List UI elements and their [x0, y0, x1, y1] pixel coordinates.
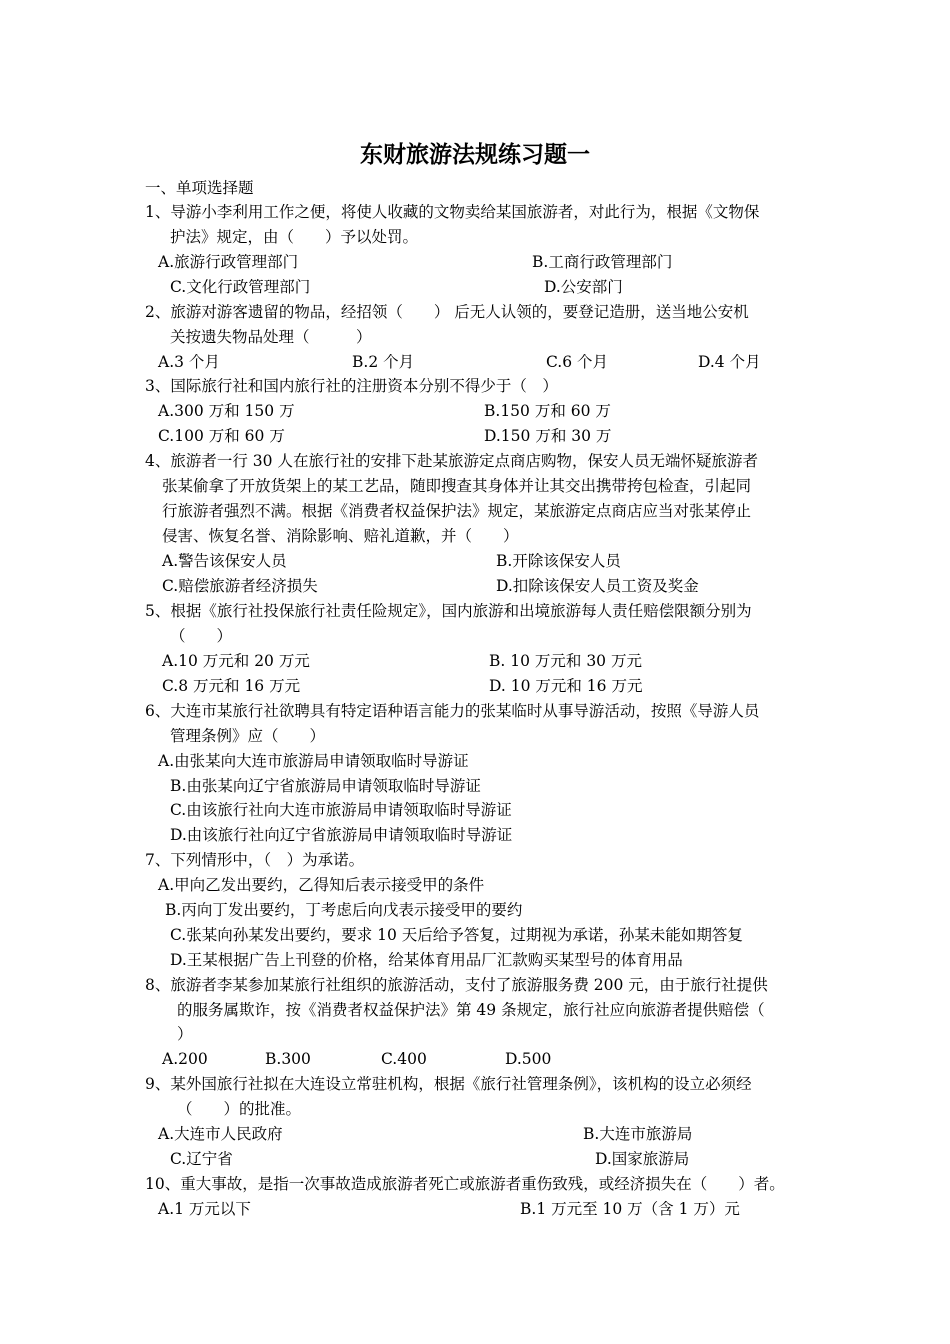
question-6-line-2: 管理条例》应（ ）	[170, 727, 326, 745]
question-1-option-a: A.旅游行政管理部门	[158, 253, 299, 271]
question-7-option-b: B.丙向丁发出要约，丁考虑后向戊表示接受甲的要约	[165, 901, 523, 919]
question-1-option-b: B.工商行政管理部门	[532, 253, 673, 271]
question-7-option-c: C.张某向孙某发出要约，要求 10 天后给予答复，过期视为承诺，孙某未能如期答复	[170, 926, 743, 944]
question-8-line-2: 的服务属欺诈，按《消费者权益保护法》第 49 条规定，旅行社应向旅游者提供赔偿（	[177, 1001, 765, 1019]
question-3-option-b: B.150 万和 60 万	[484, 402, 611, 420]
question-8-option-d: D.500	[505, 1050, 552, 1068]
question-1-line-2: 护法》规定，由（ ）予以处罚。	[170, 228, 419, 246]
document-title: 东财旅游法规练习题一	[360, 141, 590, 168]
question-5-option-d: D. 10 万元和 16 万元	[489, 677, 643, 695]
question-4-line-2: 张某偷拿了开放货架上的某工艺品，随即搜查其身体并让其交出携带挎包检查，引起同	[162, 477, 752, 495]
question-8-option-b: B.300	[265, 1050, 311, 1068]
question-2-line-2: 关按遗失物品处理（ ）	[170, 328, 372, 346]
question-9-line-2: （ ）的批准。	[177, 1100, 302, 1118]
question-2-option-b: B.2 个月	[352, 353, 415, 371]
question-10-option-b: B.1 万元至 10 万（含 1 万）元	[520, 1200, 740, 1218]
question-5-option-b: B. 10 万元和 30 万元	[489, 652, 642, 670]
question-3-line-1: 3、国际旅行社和国内旅行社的注册资本分别不得少于（ ）	[145, 377, 558, 395]
question-3-option-a: A.300 万和 150 万	[158, 402, 295, 420]
question-3-option-c: C.100 万和 60 万	[158, 427, 285, 445]
question-3-option-d: D.150 万和 30 万	[484, 427, 612, 445]
question-4-option-b: B.开除该保安人员	[496, 552, 621, 570]
question-4-option-a: A.警告该保安人员	[162, 552, 287, 570]
question-10-line-1: 10、重大事故，是指一次事故造成旅游者死亡或旅游者重伤致残，或经济损失在（ ）者。	[145, 1175, 785, 1193]
question-4-option-d: D.扣除该保安人员工资及奖金	[496, 577, 699, 595]
question-9-option-c: C.辽宁省	[170, 1150, 233, 1168]
question-7-option-d: D.王某根据广告上刊登的价格，给某体育用品厂汇款购买某型号的体育用品	[170, 951, 683, 969]
question-4-line-1: 4、旅游者一行 30 人在旅行社的安排下赴某旅游定点商店购物，保安人员无端怀疑旅游者	[145, 452, 758, 470]
question-8-line-3: ）	[177, 1025, 193, 1043]
question-2-option-c: C.6 个月	[546, 353, 609, 371]
question-6-option-c: C.由该旅行社向大连市旅游局申请领取临时导游证	[170, 801, 512, 819]
question-1-line-1: 1、导游小李利用工作之便，将使人收藏的文物卖给某国旅游者，对此行为，根据《文物保	[145, 203, 760, 221]
question-7-line-1: 7、下列情形中，（ ）为承诺。	[145, 851, 365, 869]
question-1-option-d: D.公安部门	[544, 278, 623, 296]
question-4-line-4: 侵害、恢复名誉、消除影响、赔礼道歉，并（ ）	[162, 527, 519, 545]
question-2-option-d: D.4 个月	[698, 353, 761, 371]
question-2-line-1: 2、旅游对游客遗留的物品，经招领（ ） 后无人认领的，要登记造册，送当地公安机	[145, 303, 749, 321]
question-9-option-d: D.国家旅游局	[595, 1150, 690, 1168]
question-9-option-a: A.大连市人民政府	[158, 1125, 283, 1143]
question-6-option-a: A.由张某向大连市旅游局申请领取临时导游证	[158, 752, 469, 770]
question-6-option-d: D.由该旅行社向辽宁省旅游局申请领取临时导游证	[170, 826, 513, 844]
question-5-line-2: （ ）	[170, 627, 233, 645]
question-2-option-a: A.3 个月	[158, 353, 220, 371]
question-8-option-a: A.200	[162, 1050, 208, 1068]
section-heading: 一、单项选择题	[145, 179, 254, 197]
question-5-option-a: A.10 万元和 20 万元	[162, 652, 310, 670]
question-7-option-a: A.甲向乙发出要约，乙得知后表示接受甲的条件	[158, 876, 485, 894]
question-5-option-c: C.8 万元和 16 万元	[162, 677, 301, 695]
question-9-option-b: B.大连市旅游局	[583, 1125, 693, 1143]
question-4-line-3: 行旅游者强烈不满。根据《消费者权益保护法》规定，某旅游定点商店应当对张某停止	[162, 502, 752, 520]
question-9-line-1: 9、某外国旅行社拟在大连设立常驻机构，根据《旅行社管理条例》，该机构的设立必须经	[145, 1075, 752, 1093]
question-4-option-c: C.赔偿旅游者经济损失	[162, 577, 318, 595]
question-6-option-b: B.由张某向辽宁省旅游局申请领取临时导游证	[170, 777, 481, 795]
question-8-option-c: C.400	[381, 1050, 427, 1068]
question-1-option-c: C.文化行政管理部门	[170, 278, 311, 296]
question-6-line-1: 6、大连市某旅行社欲聘具有特定语种语言能力的张某临时从事导游活动，按照《导游人员	[145, 702, 760, 720]
question-10-option-a: A.1 万元以下	[158, 1200, 251, 1218]
question-8-line-1: 8、旅游者李某参加某旅行社组织的旅游活动，支付了旅游服务费 200 元，由于旅行社提供	[145, 976, 768, 994]
question-5-line-1: 5、根据《旅行社投保旅行社责任险规定》，国内旅游和出境旅游每人责任赔偿限额分别为	[145, 602, 752, 620]
